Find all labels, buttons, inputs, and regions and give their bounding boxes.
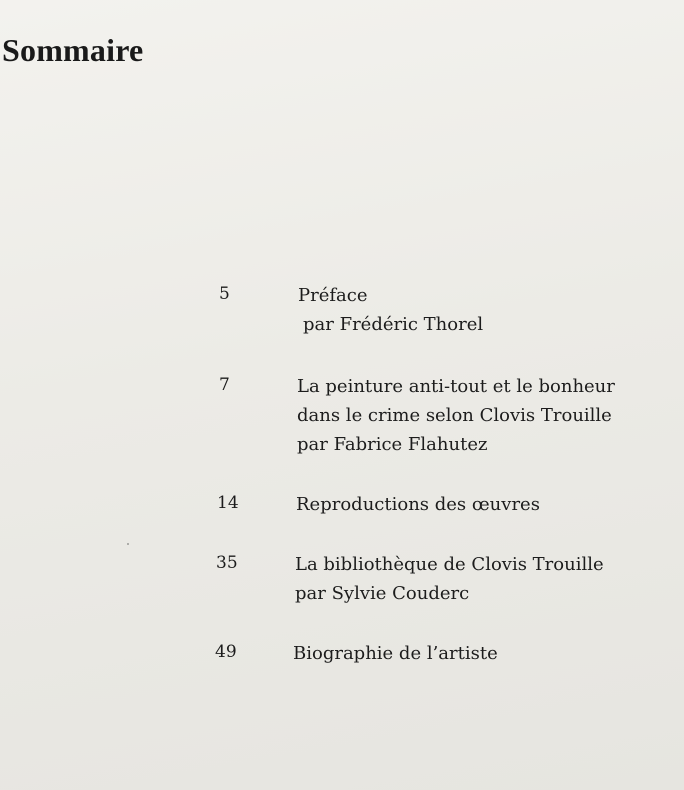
toc-entry-title: La bibliothèque de Clovis Trouille bbox=[295, 554, 604, 575]
toc-page-number: 14 bbox=[217, 493, 239, 513]
toc-entry-author: par Sylvie Couderc bbox=[295, 583, 470, 604]
toc-entry-author: par Fabrice Flahutez bbox=[297, 434, 488, 455]
toc-entry-title: Préface bbox=[298, 285, 368, 306]
toc-entry-title-continued: dans le crime selon Clovis Trouille bbox=[297, 405, 612, 426]
toc-page-number: 35 bbox=[216, 553, 238, 573]
paper-speck bbox=[127, 543, 129, 545]
toc-entry-title: Biographie de l’artiste bbox=[293, 643, 498, 664]
toc-page-number: 5 bbox=[219, 284, 230, 304]
toc-entry-author: par Frédéric Thorel bbox=[303, 314, 484, 335]
toc-page-number: 49 bbox=[215, 642, 237, 662]
toc-page-number: 7 bbox=[219, 375, 230, 395]
page-title: Sommaire bbox=[2, 32, 144, 68]
toc-entry-title: Reproductions des œuvres bbox=[296, 494, 540, 515]
toc-entry-title: La peinture anti-tout et le bonheur bbox=[297, 376, 615, 397]
